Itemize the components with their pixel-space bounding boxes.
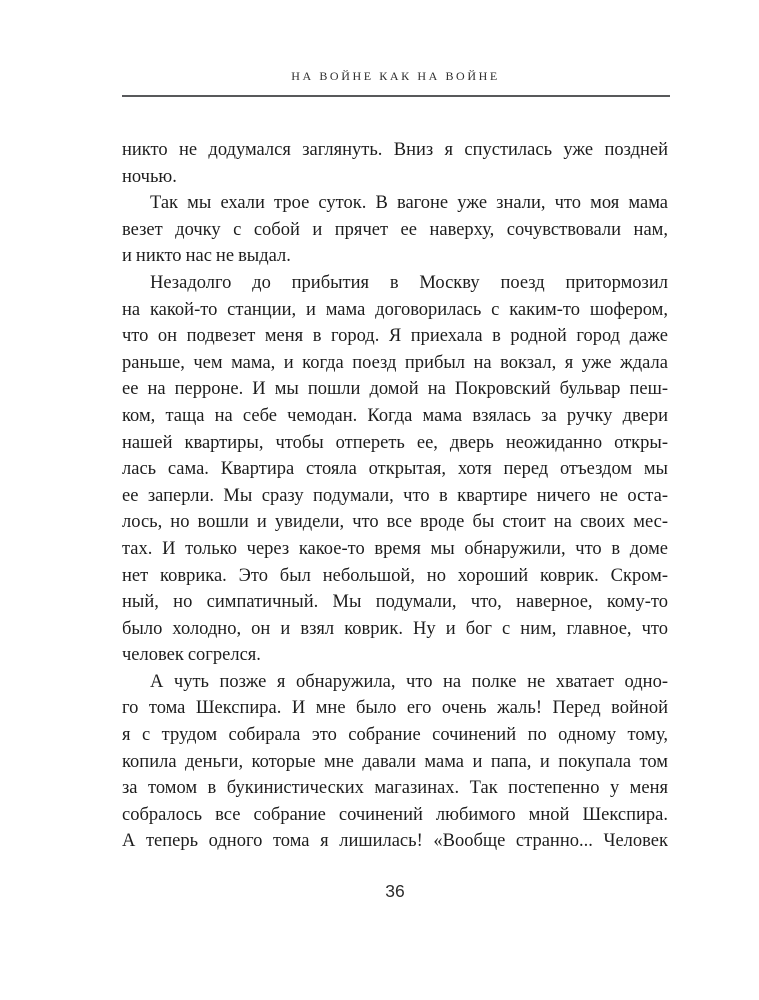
text-line: ком, таща на себе чемодан. Когда мама взялась за ручку двери	[122, 405, 668, 426]
text-line: Так мы ехали трое суток. В вагоне уже знали, что моя мама	[150, 193, 668, 214]
text-line: и никто нас не выдал.	[122, 246, 291, 267]
text-line: Незадолго до прибытия в Москву поезд притормозил	[150, 272, 668, 293]
text-line: было холодно, он и взял коврик. Ну и бог с ним, главное, что	[122, 618, 668, 639]
text-line: собралось все собрание сочинений любимого мной Шекспира.	[122, 804, 668, 825]
text-line: А чуть позже я обнаружила, что на полке не хватает одно-	[150, 671, 668, 692]
text-line: лась сама. Квартира стояла открытая, хотя перед отъездом мы	[122, 459, 668, 480]
text-line: ный, но симпатичный. Мы подумали, что, наверное, кому-то	[122, 592, 668, 613]
text-line: на какой-то станции, и мама договорилась с каким-то шофером,	[122, 299, 668, 320]
text-line: копила деньги, которые мне давали мама и папа, и покупала том	[122, 751, 668, 772]
text-line: раньше, чем мама, и когда поезд прибыл на вокзал, я уже ждала	[122, 352, 668, 373]
text-line: человек согрелся.	[122, 645, 261, 666]
text-line: тах. И только через какое-то время мы обнаружили, что в доме	[122, 538, 668, 559]
running-header: НА ВОЙНЕ КАК НА ВОЙНЕ	[291, 69, 500, 83]
text-line: го тома Шекспира. И мне было его очень жаль! Перед войной	[122, 698, 668, 719]
text-line: ночью.	[122, 166, 177, 187]
text-line: ее на перроне. И мы пошли домой на Покровский бульвар пеш-	[122, 379, 668, 400]
text-line: ее заперли. Мы сразу подумали, что в квартире ничего не оста-	[122, 485, 668, 506]
text-line: нет коврика. Это был небольшой, но хороший коврик. Скром-	[122, 565, 668, 586]
page-number: 36	[385, 881, 405, 901]
header-rule	[122, 95, 670, 97]
text-line: А теперь одного тома я лишилась! «Вообще странно... Человек	[122, 831, 668, 852]
text-line: никто не додумался заглянуть. Вниз я спустилась уже поздней	[122, 140, 668, 160]
page-text	[122, 137, 668, 855]
text-line: нашей квартиры, чтобы отпереть ее, дверь неожиданно откры-	[122, 432, 668, 453]
text-line: за томом в букинистических магазинах. Так постепенно у меня	[122, 778, 668, 799]
text-line: я с трудом собирала это собрание сочинений по одному тому,	[122, 725, 668, 746]
text-line: что он подвезет меня в город. Я приехала в родной город даже	[122, 326, 668, 347]
text-line: лось, но вошли и увидели, что все вроде бы стоит на своих мес-	[122, 512, 668, 533]
text-line: везет дочку с собой и прячет ее наверху, сочувствовали нам,	[122, 219, 668, 240]
